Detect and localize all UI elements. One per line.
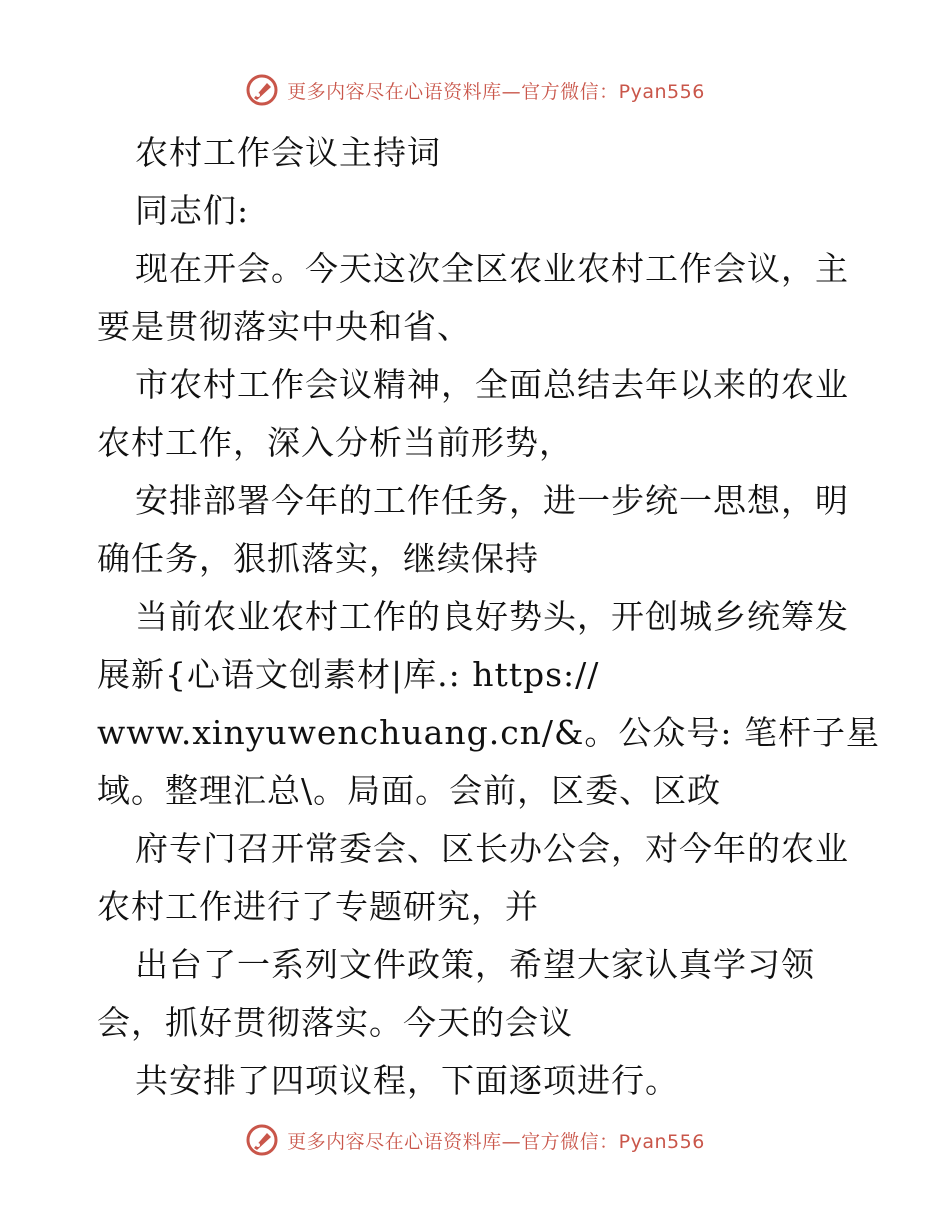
text-line: 会，抓好贯彻落实。今天的会议 — [97, 1003, 573, 1042]
text-line: 要是贯彻落实中央和省、 — [97, 307, 471, 346]
text-line: 当前农业农村工作的良好势头，开创城乡统筹发 — [135, 597, 849, 636]
text-line: 市农村工作会议精神，全面总结去年以来的农业 — [135, 365, 849, 404]
footer-banner — [0, 1120, 950, 1160]
text-line: 同志们: — [135, 191, 250, 230]
pen-nib-logo-icon — [245, 73, 279, 107]
text-line: 现在开会。今天这次全区农业农村工作会议，主 — [135, 249, 849, 288]
text-line: 域。整理汇总\。局面。会前，区委、区政 — [97, 771, 722, 810]
text-line: 展新{心语文创素材|库.: https:// — [97, 655, 600, 694]
text-line: www.xinyuwenchuang.cn/&。公众号: 笔杆子星 — [97, 713, 881, 752]
text-line: 农村工作进行了专题研究，并 — [97, 887, 539, 926]
header-banner — [0, 70, 950, 110]
text-line: 农村工作，深入分析当前形势， — [97, 423, 573, 462]
text-line: 府专门召开常委会、区长办公会，对今年的农业 — [135, 829, 849, 868]
text-line: 共安排了四项议程，下面逐项进行。 — [135, 1061, 679, 1100]
text-line: 安排部署今年的工作任务，进一步统一思想，明 — [135, 481, 849, 520]
header-banner-text: 更多内容尽在心语资料库—官方微信：Pyan556 — [287, 80, 705, 103]
pen-nib-logo-icon — [245, 1123, 279, 1157]
footer-banner-text: 更多内容尽在心语资料库—官方微信：Pyan556 — [287, 1130, 705, 1153]
document-body — [97, 124, 881, 1110]
text-line: 农村工作会议主持词 — [135, 133, 441, 172]
text-line: 出台了一系列文件政策，希望大家认真学习领 — [135, 945, 815, 984]
text-line: 确任务，狠抓落实，继续保持 — [97, 539, 539, 578]
